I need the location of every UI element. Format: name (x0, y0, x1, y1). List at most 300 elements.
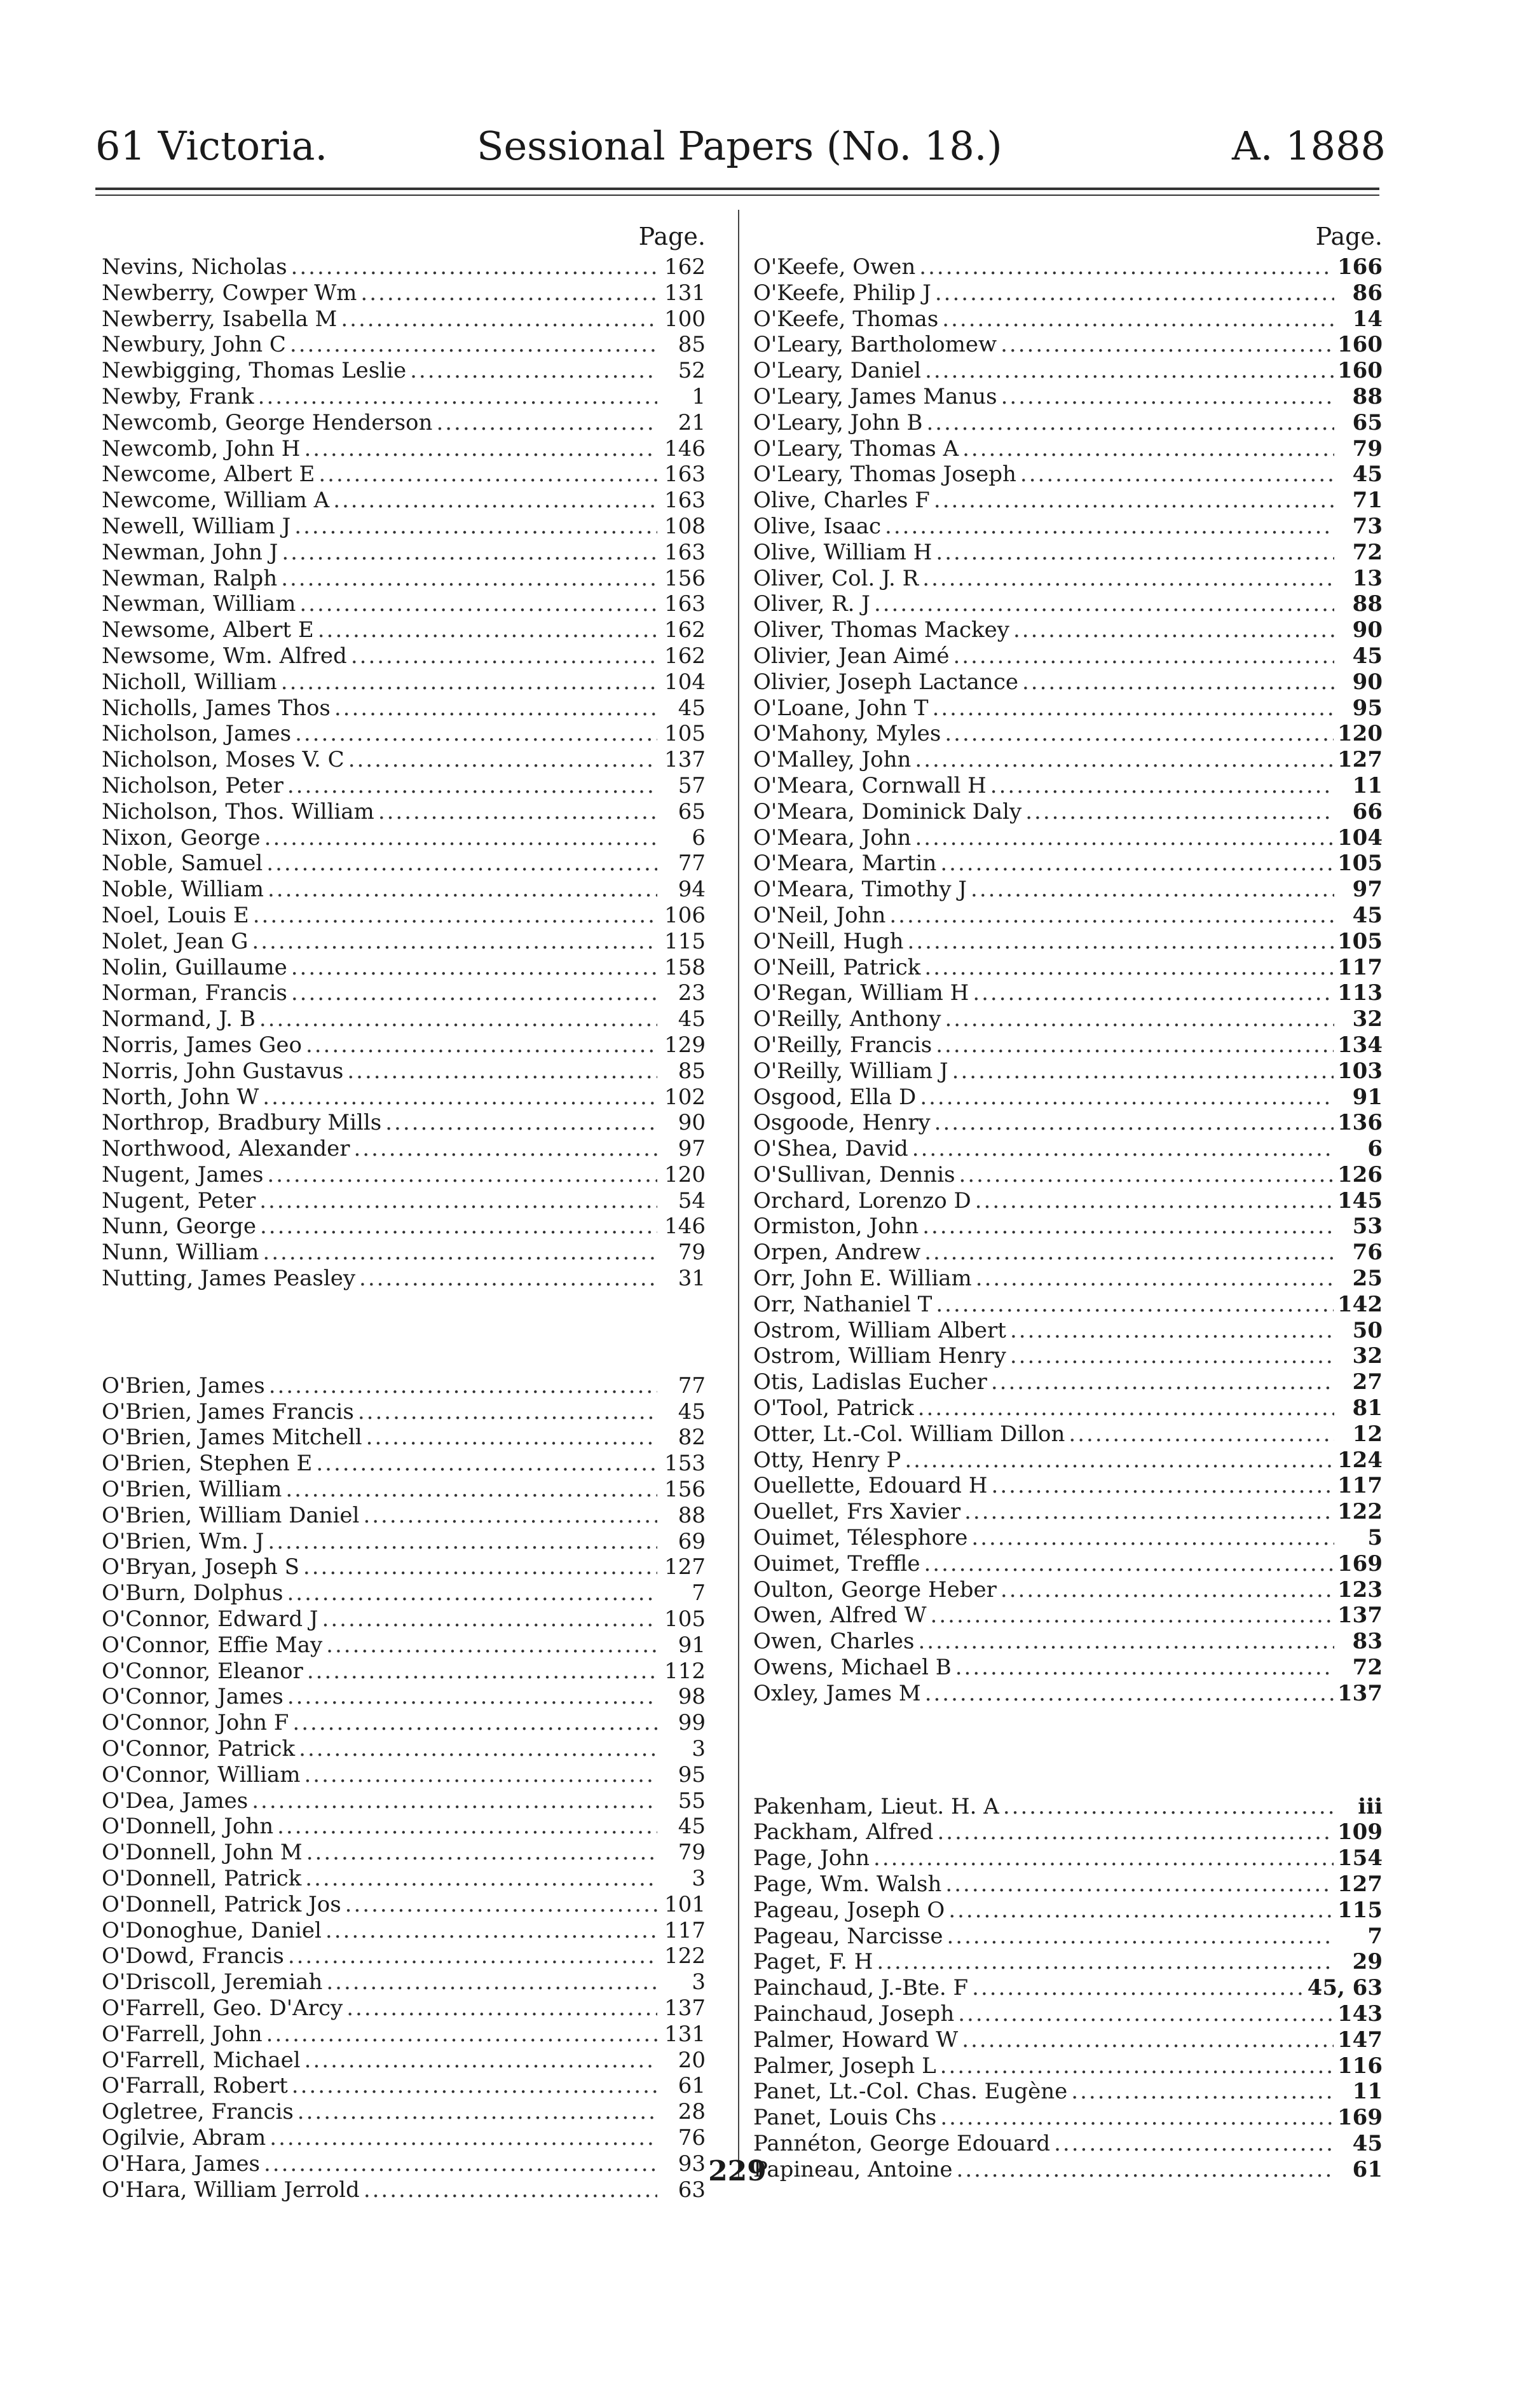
entry-page: 129 (664, 1032, 706, 1058)
index-entry (753, 488, 1383, 514)
section-gap (102, 1292, 706, 1373)
index-entry (753, 1499, 1383, 1525)
leader-dots (266, 2021, 657, 2048)
entry-page: 11 (1352, 772, 1383, 798)
entry-name: Ostrom, William Albert (753, 1317, 1006, 1343)
entry-page: 93 (678, 2151, 706, 2177)
entry-name: Oliver, Col. J. R (753, 565, 919, 591)
entry-name: Nugent, Peter (102, 1187, 256, 1214)
entry-name: Ouellet, Frs Xavier (753, 1499, 961, 1525)
entry-page: 104 (1337, 824, 1383, 851)
entry-name: O'Leary, John B (753, 409, 923, 435)
index-entry (102, 566, 706, 592)
entry-page: 143 (1337, 2001, 1383, 2027)
entry-name: Painchaud, Joseph (753, 2001, 955, 2027)
leader-dots (299, 1736, 657, 1762)
entry-page: 103 (1337, 1058, 1383, 1084)
leader-dots (962, 2027, 1334, 2053)
entry-name: O'Farrell, John (102, 2021, 263, 2047)
index-entry (753, 306, 1383, 332)
leader-dots (915, 747, 1334, 773)
entry-page: 91 (1352, 1084, 1383, 1110)
index-entry (102, 1110, 706, 1136)
index-entry (753, 799, 1383, 825)
entry-page: 146 (664, 435, 706, 462)
index-entry (102, 1006, 706, 1032)
entry-page: 127 (664, 1554, 706, 1580)
entry-page: 45 (678, 1006, 706, 1032)
leader-dots (252, 1788, 657, 1814)
entry-page: 147 (1337, 2027, 1383, 2053)
index-entry (102, 799, 706, 825)
leader-dots (318, 462, 657, 488)
index-entry (102, 462, 706, 488)
entry-page: 137 (1337, 1603, 1383, 1629)
header-left: 61 Victoria. (95, 123, 328, 169)
entry-page: 108 (664, 513, 706, 539)
index-entry (753, 1447, 1383, 1474)
entry-page: 105 (664, 1606, 706, 1632)
entry-page: 21 (678, 409, 706, 435)
entry-page: 29 (1352, 1949, 1383, 1975)
entry-page: 162 (664, 643, 706, 669)
index-entry (102, 280, 706, 306)
index-entry (753, 1629, 1383, 1655)
index-entry (102, 747, 706, 773)
entry-page: 160 (1337, 358, 1383, 384)
leader-dots (972, 1975, 1304, 2001)
leader-dots (885, 514, 1334, 540)
index-entry (753, 1318, 1383, 1344)
header-right: A. 1888 (1232, 123, 1386, 169)
entry-page: 53 (1352, 1214, 1383, 1240)
entry-name: O'Neil, John (753, 902, 886, 928)
entry-page: 81 (1352, 1395, 1383, 1421)
entry-name: Nicholson, Moses V. C (102, 747, 345, 773)
entry-page: 69 (678, 1528, 706, 1554)
index-entry (102, 1918, 706, 1944)
leader-dots (936, 1292, 1334, 1318)
entry-name: Newby, Frank (102, 383, 254, 409)
entry-name: Pageau, Narcisse (753, 1923, 943, 1949)
index-entry (102, 384, 706, 410)
entry-page: 72 (1352, 539, 1383, 565)
index-entry (753, 747, 1383, 773)
entry-page: 79 (678, 1240, 706, 1266)
leader-dots (922, 1214, 1334, 1240)
entry-page: 95 (1352, 695, 1383, 721)
index-entry (753, 254, 1383, 280)
entry-name: Otty, Henry P (753, 1447, 901, 1473)
entry-page: 79 (1352, 435, 1383, 462)
entry-page: 54 (678, 1187, 706, 1214)
index-entry (753, 1162, 1383, 1188)
entry-page: 45 (1352, 643, 1383, 669)
index-entry (753, 1898, 1383, 1924)
leader-dots (358, 1399, 657, 1425)
leader-dots (945, 1006, 1334, 1032)
entry-name: Olivier, Jean Aimé (753, 643, 950, 669)
index-entry (753, 1871, 1383, 1898)
entry-page: 116 (1337, 2053, 1383, 2079)
entry-name: Ouimet, Télesphore (753, 1525, 968, 1551)
index-entry (102, 436, 706, 462)
index-entry (102, 2021, 706, 2048)
index-entry (753, 2053, 1383, 2079)
index-entry (753, 591, 1383, 617)
entry-name: O'Brien, William (102, 1477, 282, 1503)
entry-name: Nunn, George (102, 1214, 256, 1240)
leader-dots (260, 1214, 657, 1240)
index-entry (753, 1655, 1383, 1681)
entry-name: Norris, James Geo (102, 1032, 302, 1058)
entry-page: 32 (1352, 1006, 1383, 1032)
index-entry (102, 1632, 706, 1659)
entry-name: Newman, William (102, 591, 296, 617)
index-entry (102, 1814, 706, 1840)
index-entry (102, 955, 706, 981)
leader-dots (1013, 617, 1334, 643)
index-entry (102, 2048, 706, 2074)
index-entry (102, 1606, 706, 1632)
index-entry (102, 1943, 706, 1969)
index-entry (102, 877, 706, 903)
entry-name: O'Meara, Timothy J (753, 877, 967, 903)
index-entry (753, 1551, 1383, 1577)
entry-name: Northrop, Bradbury Mills (102, 1110, 382, 1136)
entry-name: Newman, Ralph (102, 565, 278, 591)
leader-dots (973, 980, 1334, 1006)
entry-page: 162 (664, 254, 706, 280)
entry-page: 61 (1352, 2156, 1383, 2182)
entry-name: O'Brien, James (102, 1372, 265, 1399)
entry-name: Ogletree, Francis (102, 2099, 294, 2125)
leader-dots (333, 488, 657, 514)
index-entry (753, 1266, 1383, 1292)
leader-dots (922, 566, 1334, 592)
entry-page: 131 (664, 280, 706, 306)
index-entry (753, 1819, 1383, 1845)
entry-name: Newcome, William A (102, 488, 330, 514)
entry-name: O'Shea, David (753, 1136, 908, 1162)
index-entry (753, 2001, 1383, 2027)
leader-dots (1071, 2079, 1334, 2105)
entry-page: 83 (1352, 1629, 1383, 1655)
entry-name: O'Leary, Thomas A (753, 435, 959, 462)
leader-dots (264, 825, 657, 851)
entry-page: 126 (1337, 1161, 1383, 1187)
entry-name: O'Dowd, Francis (102, 1943, 284, 1969)
index-entry (102, 980, 706, 1006)
entry-page: 98 (678, 1684, 706, 1710)
entry-name: O'Connor, James (102, 1684, 283, 1710)
leader-dots (918, 1395, 1334, 1421)
entry-name: Newell, William J (102, 513, 291, 539)
header-rule-thin (95, 195, 1379, 196)
index-entry (753, 2105, 1383, 2131)
leader-dots (976, 1266, 1334, 1292)
leader-dots (346, 1995, 657, 2021)
entry-name: O'Regan, William H (753, 980, 969, 1006)
leader-dots (990, 773, 1334, 799)
index-entry (753, 1577, 1383, 1603)
left-column (102, 219, 706, 2203)
entry-page: 52 (678, 358, 706, 384)
index-entry (753, 1924, 1383, 1950)
index-entry (102, 2125, 706, 2151)
entry-name: Newberry, Isabella M (102, 306, 338, 332)
index-group-n (102, 254, 706, 1292)
entry-page: 97 (678, 1136, 706, 1162)
entry-name: Otter, Lt.-Col. William Dillon (753, 1421, 1065, 1447)
index-entry (102, 1503, 706, 1529)
leader-dots (953, 643, 1334, 669)
leader-dots (934, 1110, 1334, 1136)
entry-name: O'Connor, Edward J (102, 1606, 318, 1632)
entry-page: 45 (678, 1814, 706, 1840)
leader-dots (948, 1898, 1334, 1924)
entry-page: 99 (678, 1710, 706, 1736)
index-entry (753, 617, 1383, 643)
entry-name: Olive, Isaac (753, 513, 882, 539)
entry-name: O'Connor, Effie May (102, 1632, 323, 1658)
section-gap (753, 1707, 1383, 1794)
entry-name: Nunn, William (102, 1240, 259, 1266)
entry-page: 160 (1337, 332, 1383, 358)
leader-dots (936, 540, 1334, 566)
page-header (95, 114, 1386, 184)
index-entry (753, 1395, 1383, 1421)
entry-name: Oxley, James M (753, 1680, 921, 1706)
index-entry (102, 1892, 706, 1918)
entry-name: O'Donoghue, Daniel (102, 1917, 322, 1943)
entry-name: Pageau, Joseph O (753, 1897, 945, 1923)
leader-dots (294, 514, 657, 540)
entry-name: Oliver, R. J (753, 591, 870, 617)
index-entry (753, 384, 1383, 410)
index-entry (753, 877, 1383, 903)
entry-page: 117 (664, 1917, 706, 1943)
entry-name: Nicholson, James (102, 721, 292, 747)
leader-dots (252, 929, 657, 955)
header-center: Sessional Papers (No. 18.) (477, 123, 1002, 169)
entry-page: 27 (1352, 1369, 1383, 1395)
entry-page: 13 (1352, 565, 1383, 591)
entry-page: 82 (678, 1425, 706, 1451)
leader-dots (991, 1369, 1334, 1395)
index-entry (753, 669, 1383, 695)
index-entry (102, 1425, 706, 1451)
index-entry (102, 1162, 706, 1188)
leader-dots (378, 799, 657, 825)
index-entry (753, 695, 1383, 722)
index-entry (102, 903, 706, 929)
entry-page: 154 (1337, 1845, 1383, 1871)
leader-dots (919, 1629, 1335, 1655)
index-entry (102, 514, 706, 540)
leader-dots (295, 721, 657, 747)
leader-dots (874, 591, 1334, 617)
entry-page: 25 (1352, 1266, 1383, 1292)
entry-page: 137 (664, 747, 706, 773)
index-entry (102, 1214, 706, 1240)
entry-page: 3 (692, 1736, 706, 1762)
index-entry (753, 540, 1383, 566)
index-entry (753, 773, 1383, 799)
index-entry (753, 643, 1383, 669)
entry-name: Orpen, Andrew (753, 1240, 921, 1266)
entry-name: Nevins, Nicholas (102, 254, 287, 280)
entry-name: O'Brien, William Daniel (102, 1502, 360, 1528)
leader-dots (285, 1477, 657, 1503)
index-entry (102, 669, 706, 695)
entry-name: Pakenham, Lieut. H. A (753, 1793, 999, 1819)
leader-dots (1001, 384, 1334, 410)
leader-dots (952, 1058, 1334, 1084)
index-entry (753, 2079, 1383, 2105)
index-entry (102, 695, 706, 722)
entry-name: O'Loane, John T (753, 695, 929, 721)
index-entry (102, 358, 706, 384)
entry-page: 45 (678, 1399, 706, 1425)
entry-page: 137 (1337, 1680, 1383, 1706)
entry-name: Orchard, Lorenzo D (753, 1187, 971, 1214)
entry-page: 1 (692, 383, 706, 409)
index-entry (102, 1710, 706, 1736)
entry-page: 94 (678, 877, 706, 903)
leader-dots (936, 1032, 1334, 1058)
leader-dots (919, 254, 1334, 280)
index-entry (102, 1084, 706, 1111)
entry-name: O'Leary, Daniel (753, 358, 922, 384)
leader-dots (345, 1892, 657, 1918)
entry-page: 65 (1352, 409, 1383, 435)
leader-dots (304, 1762, 657, 1788)
entry-page: 105 (1337, 928, 1383, 954)
entry-page: 169 (1337, 1550, 1383, 1577)
page-number: 229 (708, 2155, 767, 2187)
entry-page: 86 (1352, 280, 1383, 306)
index-entry (102, 1529, 706, 1555)
entry-name: O'Tool, Patrick (753, 1395, 914, 1421)
entry-name: Nicholson, Peter (102, 772, 283, 798)
leader-dots (266, 851, 657, 877)
leader-dots (270, 2125, 657, 2151)
entry-name: Oulton, George Heber (753, 1577, 997, 1603)
leader-dots (263, 1240, 657, 1266)
entry-page: 7 (1367, 1923, 1383, 1949)
entry-name: Owens, Michael B (753, 1655, 952, 1681)
entry-name: Normand, J. B (102, 1006, 256, 1032)
entry-name: Papineau, Antoine (753, 2156, 953, 2182)
entry-name: O'Hara, William Jerrold (102, 2177, 360, 2203)
index-entry (753, 514, 1383, 540)
index-entry (753, 462, 1383, 488)
entry-page: 95 (678, 1762, 706, 1788)
leader-dots (924, 955, 1334, 981)
entry-name: O'Connor, Patrick (102, 1736, 296, 1762)
leader-dots (932, 695, 1334, 722)
entry-name: Noble, Samuel (102, 851, 263, 877)
leader-dots (889, 903, 1334, 929)
entry-page: 122 (1337, 1499, 1383, 1525)
leader-dots (287, 773, 657, 799)
entry-name: O'Reilly, William J (753, 1058, 948, 1084)
entry-page: 28 (678, 2099, 706, 2125)
index-entry (102, 1762, 706, 1788)
index-entry (102, 254, 706, 280)
index-entry (102, 1840, 706, 1866)
entry-name: Newcomb, George Henderson (102, 409, 433, 435)
entry-page: 91 (678, 1632, 706, 1658)
entry-name: O'Donnell, John (102, 1814, 274, 1840)
leader-dots (258, 384, 657, 410)
leader-dots (925, 1681, 1334, 1707)
entry-name: Olive, William H (753, 539, 932, 565)
entry-name: O'Brien, Wm. J (102, 1528, 264, 1554)
entry-page: 63 (678, 2177, 706, 2203)
index-entry (102, 410, 706, 436)
entry-page: 65 (678, 798, 706, 824)
entry-page: 134 (1337, 1032, 1383, 1058)
leader-dots (299, 591, 657, 617)
entry-page: 45 (678, 695, 706, 721)
entry-page: 3 (692, 1969, 706, 1995)
index-entry (753, 955, 1383, 981)
entry-page: 115 (1337, 1897, 1383, 1923)
entry-page: 5 (1367, 1525, 1383, 1551)
entry-page: 76 (1352, 1240, 1383, 1266)
index-entry (102, 1373, 706, 1399)
entry-name: O'Keefe, Owen (753, 254, 916, 280)
entry-name: Panet, Lt.-Col. Chas. Eugène (753, 2079, 1068, 2105)
entry-page: 158 (664, 954, 706, 980)
leader-dots (304, 436, 657, 462)
index-entry (102, 721, 706, 747)
entry-page: 97 (1352, 877, 1383, 903)
entry-name: Nixon, George (102, 824, 261, 851)
leader-dots (908, 929, 1334, 955)
index-entry (102, 1058, 706, 1084)
entry-page: 45 (1352, 462, 1383, 488)
leader-dots (942, 306, 1334, 332)
index-entry (102, 488, 706, 514)
entry-page: 6 (692, 824, 706, 851)
entry-page: 73 (1352, 513, 1383, 539)
leader-dots (326, 1969, 657, 1995)
entry-name: O'Dea, James (102, 1788, 249, 1814)
entry-name: O'Driscoll, Jeremiah (102, 1969, 323, 1995)
leader-dots (292, 2073, 657, 2099)
leader-dots (347, 1058, 657, 1084)
index-entry (753, 1525, 1383, 1551)
index-entry (753, 825, 1383, 851)
leader-dots (925, 358, 1334, 384)
entry-name: O'Brien, James Francis (102, 1399, 354, 1425)
index-entry (753, 1681, 1383, 1707)
entry-name: Ormiston, John (753, 1214, 919, 1240)
entry-page: 77 (678, 851, 706, 877)
entry-name: Owen, Charles (753, 1629, 915, 1655)
entry-page: 120 (664, 1161, 706, 1187)
entry-page: 112 (664, 1658, 706, 1684)
leader-dots (360, 280, 657, 306)
index-entry (753, 410, 1383, 436)
leader-dots (307, 1659, 657, 1685)
leader-dots (304, 2048, 657, 2074)
leader-dots (326, 1632, 657, 1659)
entry-page: 145 (1337, 1187, 1383, 1214)
